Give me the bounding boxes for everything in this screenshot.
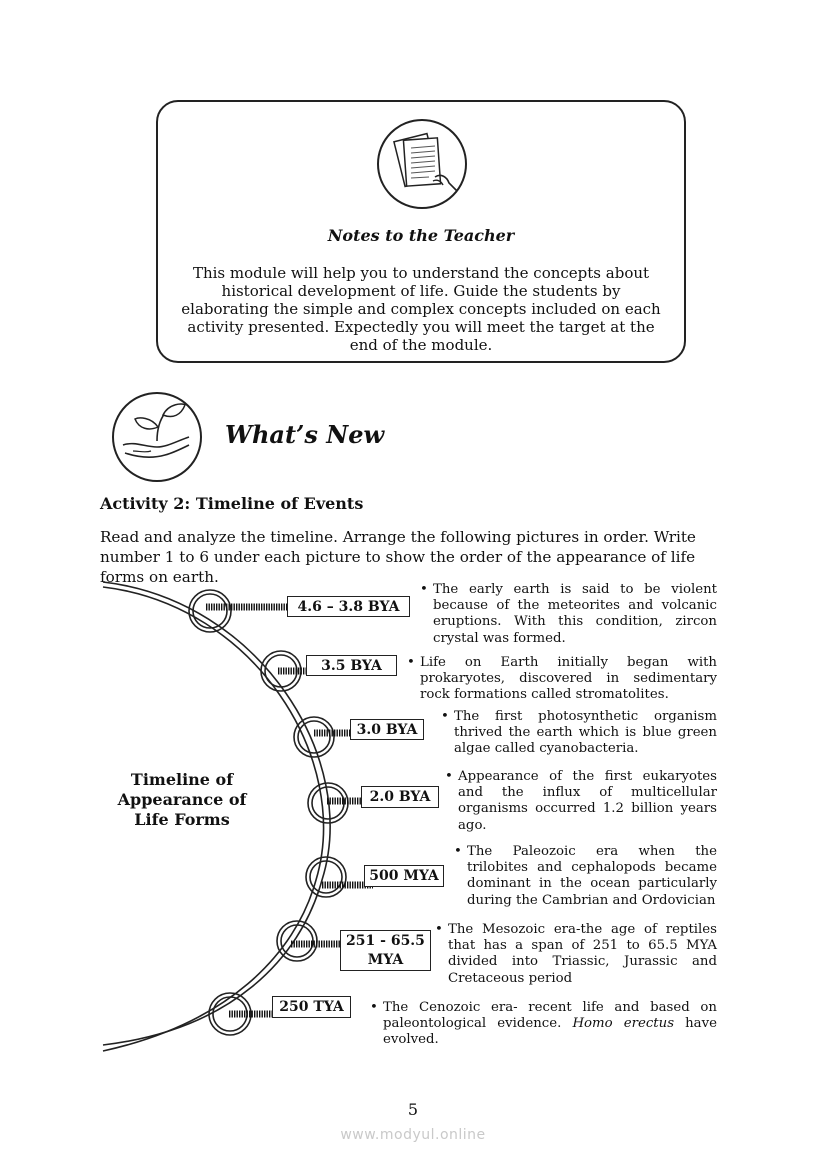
timeline-label: 3.0 BYA <box>350 719 424 740</box>
activity-instructions: Read and analyze the timeline. Arrange the following pictures in order. Write number 1 to 6 under each picture to show the order of the appearance of life forms on earth. <box>100 528 696 586</box>
page-number: 5 <box>407 1100 419 1119</box>
timeline-label: 4.6 – 3.8 BYA <box>287 596 410 617</box>
timeline-description: • The Paleozoic era when the trilobites and cephalopods became dominant in the ocean particularly during the Cambrian and Ordovician <box>454 844 717 908</box>
timeline-description: • The Cenozoic era- recent life and based on paleontological evidence. Homo erectus have evolved. <box>370 1000 717 1048</box>
timeline-label: 250 TYA <box>272 996 351 1018</box>
notes-title: Notes to the Teacher <box>327 226 515 245</box>
timeline-label: 3.5 BYA <box>306 655 397 676</box>
timeline-description: • The early earth is said to be violent because of the meteorites and volcanic eruptions. With this condition, zircon crystal was formed. <box>420 582 717 646</box>
timeline-label: 251 - 65.5 MYA <box>340 930 431 971</box>
activity-title: Activity 2: Timeline of Events <box>100 494 364 513</box>
section-title: What’s New <box>225 420 385 449</box>
documents-hand-icon <box>377 119 467 213</box>
timeline-side-label: Timeline of Appearance of Life Forms <box>117 770 247 829</box>
timeline-description: • The Mesozoic era-the age of reptiles that has a span of 251 to 65.5 MYA divided into Triassic, Jurassic and Cretaceous period <box>435 922 717 986</box>
timeline-label: 2.0 BYA <box>361 786 439 808</box>
timeline-description: • Life on Earth initially began with prokaryotes, discovered in sedimentary rock formations called stromatolites. <box>407 655 717 703</box>
notes-body: This module will help you to understand the concepts about historical development of life. Guide the students by elaborating the simple and complex concepts included on each activity presented. Expectedly you will meet the target at the end of the module. <box>181 264 661 354</box>
timeline-description: • The first photosynthetic organism thrived the earth which is blue green algae called cyanobacteria. <box>441 709 717 757</box>
timeline-label: 500 MYA <box>364 865 444 887</box>
watermark: www.modyul.online <box>340 1127 486 1143</box>
timeline-description: • Appearance of the first eukaryotes and the influx of multicellular organisms occurred 1.2 billion years ago. <box>445 769 717 833</box>
plant-hand-icon <box>111 391 203 483</box>
